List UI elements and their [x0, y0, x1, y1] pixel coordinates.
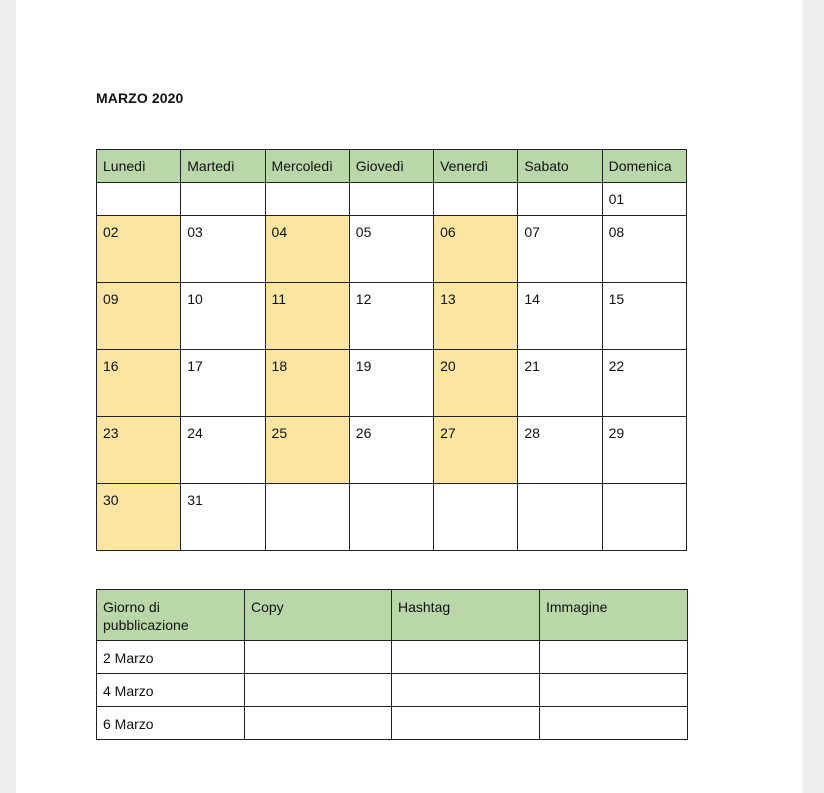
publication-row [97, 641, 688, 674]
calendar-day-cell[interactable] [349, 484, 433, 551]
calendar-day-cell-highlighted[interactable]: 25 [265, 417, 349, 484]
calendar-day-cell[interactable] [265, 183, 349, 216]
page-gutter [804, 0, 824, 793]
calendar-day-cell-highlighted[interactable]: 23 [97, 417, 181, 484]
publication-date-cell[interactable]: 4 Marzo [97, 674, 245, 707]
calendar-day-cell[interactable] [349, 183, 433, 216]
publication-date-cell[interactable]: 2 Marzo [97, 641, 245, 674]
calendar-header-friday: Venerdì [434, 150, 518, 183]
publication-row [97, 707, 688, 740]
calendar-week-row [97, 484, 687, 551]
publication-copy-cell[interactable] [245, 641, 392, 674]
calendar-day-cell-highlighted[interactable]: 30 [97, 484, 181, 551]
calendar-day-cell-highlighted[interactable]: 09 [97, 283, 181, 350]
calendar-header-thursday: Giovedì [349, 150, 433, 183]
calendar-day-cell[interactable] [434, 183, 518, 216]
calendar-day-cell[interactable] [518, 183, 602, 216]
calendar-day-cell[interactable]: 31 [181, 484, 265, 551]
publication-hashtag-cell[interactable] [392, 707, 540, 740]
calendar-day-cell-highlighted[interactable]: 18 [265, 350, 349, 417]
publication-row [97, 674, 688, 707]
publication-header-image: Immagine [540, 590, 688, 641]
calendar-day-cell[interactable]: 03 [181, 216, 265, 283]
calendar-header-monday: Lunedì [97, 150, 181, 183]
publication-header-row [97, 590, 688, 641]
calendar-day-cell[interactable]: 12 [349, 283, 433, 350]
calendar-day-cell-highlighted[interactable]: 20 [434, 350, 518, 417]
calendar-day-cell[interactable]: 29 [602, 417, 686, 484]
calendar-day-cell[interactable] [181, 183, 265, 216]
calendar-day-cell[interactable]: 28 [518, 417, 602, 484]
document-title: MARZO 2020 [96, 90, 184, 106]
publication-copy-cell[interactable] [245, 707, 392, 740]
calendar-week-row [97, 417, 687, 484]
calendar-day-cell[interactable]: 05 [349, 216, 433, 283]
calendar-day-cell-highlighted[interactable]: 13 [434, 283, 518, 350]
calendar-week-row [97, 283, 687, 350]
calendar-day-cell[interactable]: 14 [518, 283, 602, 350]
calendar-day-cell[interactable] [265, 484, 349, 551]
calendar-day-cell-highlighted[interactable]: 06 [434, 216, 518, 283]
calendar-day-cell[interactable]: 21 [518, 350, 602, 417]
calendar-day-cell[interactable]: 01 [602, 183, 686, 216]
calendar-header-sunday: Domenica [602, 150, 686, 183]
calendar-week-row [97, 216, 687, 283]
calendar-day-cell[interactable]: 07 [518, 216, 602, 283]
calendar-day-cell[interactable]: 26 [349, 417, 433, 484]
calendar-day-cell[interactable]: 15 [602, 283, 686, 350]
calendar-day-cell[interactable]: 22 [602, 350, 686, 417]
calendar-day-cell[interactable]: 10 [181, 283, 265, 350]
calendar-day-cell-highlighted[interactable]: 16 [97, 350, 181, 417]
publication-hashtag-cell[interactable] [392, 641, 540, 674]
calendar-day-cell[interactable] [97, 183, 181, 216]
calendar-day-cell[interactable]: 17 [181, 350, 265, 417]
calendar-day-cell-highlighted[interactable]: 04 [265, 216, 349, 283]
calendar-day-cell[interactable]: 24 [181, 417, 265, 484]
publication-image-cell[interactable] [540, 641, 688, 674]
publication-image-cell[interactable] [540, 674, 688, 707]
calendar-header-tuesday: Martedì [181, 150, 265, 183]
calendar-day-cell-highlighted[interactable]: 11 [265, 283, 349, 350]
publication-hashtag-cell[interactable] [392, 674, 540, 707]
calendar-day-cell[interactable] [602, 484, 686, 551]
publication-image-cell[interactable] [540, 707, 688, 740]
publication-header-date: Giorno di pubblicazione [97, 590, 245, 641]
calendar-day-cell[interactable] [518, 484, 602, 551]
calendar-day-cell[interactable]: 19 [349, 350, 433, 417]
calendar-day-cell-highlighted[interactable]: 27 [434, 417, 518, 484]
calendar-day-cell-highlighted[interactable]: 02 [97, 216, 181, 283]
publication-date-cell[interactable]: 6 Marzo [97, 707, 245, 740]
calendar-week-row [97, 350, 687, 417]
calendar-table [96, 149, 687, 551]
calendar-day-cell[interactable] [434, 484, 518, 551]
publication-copy-cell[interactable] [245, 674, 392, 707]
calendar-header-wednesday: Mercoledì [265, 150, 349, 183]
publication-table [96, 589, 688, 740]
calendar-day-cell[interactable]: 08 [602, 216, 686, 283]
publication-header-copy: Copy [245, 590, 392, 641]
calendar-week-row [97, 183, 687, 216]
calendar-header-saturday: Sabato [518, 150, 602, 183]
calendar-header-row [97, 150, 687, 183]
publication-header-hashtag: Hashtag [392, 590, 540, 641]
